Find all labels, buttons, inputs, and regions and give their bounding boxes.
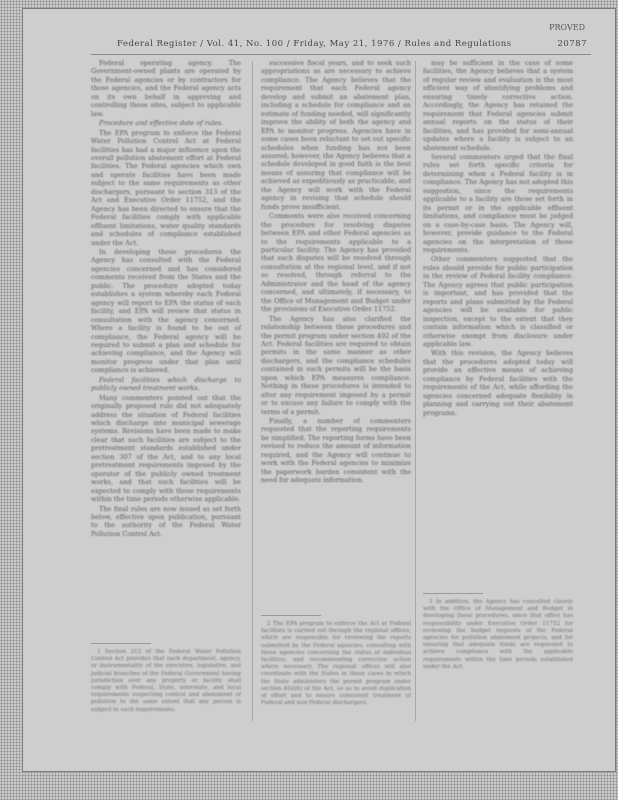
paragraph: Finally, a number of commenters requested that the reporting requirements be simplified. The reporting forms have been revised to reduce the amount of information required, and the Agency will continue to work with the Federal agencies to minimize the paperwork burden consistent with the need for adequate information. [261,417,411,485]
paragraph: successive fiscal years, and to seek such appropriations as are necessary to achieve compliance. The Agency believes that the requirement that each Federal agency develop and submit an abatement plan, including a schedule for compliance and an estimate of funding needed, will significantly improve the ability of both the agency and EPA to monitor progress. Agencies have in some cases been reluctant to set out specific schedules when funding has not been assured; however, the Agency believes that a schedule developed in good faith is the best means of assuring that compliance will be achieved as expeditiously as practicable, and the Agency will work with the Federal agency in revising that schedule should funds prove insufficient. [261,59,411,211]
paragraph: Several commenters urged that the final rules set forth specific criteria for determining when a Federal facility is in compliance. The Agency has not adopted this suggestion, since the requirements applicable to a facility are those set forth in its permit or in the applicable effluent limitations, and compliance must be judged on a case-by-case basis. The Agency will, however, provide guidance to the Federal agencies on the interpretation of those requirements. [423,152,573,254]
footnote-rule [261,615,321,616]
paragraph: The EPA program to enforce the Federal Water Pollution Control Act at Federal facilities has had a major influence upon the overall pollution abatement effort at Federal facilities. The Federal agencies which own and operate facilities have been made subject to the same requirements as other dischargers, pursuant to section 313 of the Act and Executive Order 11752, and the Agency has been directed to ensure that the Federal facilities comply with applicable effluent limitations, water quality standards and schedules of compliance established under the Act. [91,128,241,247]
footnote-block [91,649,241,713]
paragraph: Comments were also received concerning the procedure for resolving disputes between EPA and other Federal agencies as to the requirements applicable to a particular facility. The Agency has provided that such disputes will be resolved through consultation at the regional level, and if not so resolved, through referral to the Administrator and the head of the agency concerned, and ultimately, if necessary, to the Office of Management and Budget under the provisions of Executive Order 11752. [261,212,411,314]
page-number: 20787 [557,39,587,49]
column-rule [252,61,253,721]
text-column-2 [261,59,411,611]
paragraph: Many commenters pointed out that the originally proposed rule did not adequately address the situation of Federal facilities which discharge into municipal sewerage systems. Revisions have been made to make clear that such facilities are subject to the pretreatment standards established under section 307 of the Act, and to any local pretreatment requirements imposed by the operator of the publicly owned treatment works, and that such facilities will be expected to comply with those requirements within the time periods otherwise applicable. [91,393,241,504]
footnote-block [261,621,411,713]
paragraph: The final rules are now issued as set forth below, effective upon publication, pursuant to the authority of the Federal Water Pollution Control Act. [91,504,241,538]
footnote-text: 2 The EPA program to enforce the Act at Federal facilities is carried out through the regional offices, which are responsible for reviewing the reports submitted by the Federal agencies, consulting with those agencies concerning the status of individual facilities, and recommending corrective action where necessary. The regional offices will also coordinate with the States in those cases in which the State administers the permit program under section 402(b) of the Act, so as to avoid duplication of effort and to ensure consistent treatment of Federal and non-Federal dischargers. [261,621,411,707]
header-rule [91,54,591,55]
page-tag: PROVED [549,23,585,32]
footnote-rule [91,643,151,644]
running-head [117,39,587,53]
section-subhead: Federal facilities which discharge to publicly owned treatment works. [91,375,241,393]
text-column-1 [91,59,241,639]
paragraph: may be sufficient in the case of some facilities, the Agency believes that a system of regular review and evaluation is the most efficient way of identifying problems and ensuring timely corrective action. Accordingly, the Agency has retained the requirement that Federal agencies submit annual reports on the status of their facilities, and has provided for semi-annual updates where a facility is subject to an abatement schedule. [423,59,573,152]
paragraph: In developing these procedures the Agency has consulted with the Federal agencies concerned and has considered comments received from the States and the public. The procedure adopted today establishes a system whereby each Federal agency will report to EPA the status of each facility, and EPA will review that status in consultation with the agency concerned. Where a facility is found to be out of compliance, the Federal agency will be required to submit a plan and schedule for achieving compliance, and the Agency will monitor progress under that plan until compliance is achieved. [91,247,241,375]
paragraph: The Agency has also clarified the relationship between these procedures and the permit program under section 402 of the Act. Federal facilities are required to obtain permits in the same manner as other dischargers, and the compliance schedules contained in such permits will be the basis upon which EPA measures compliance. Nothing in these procedures is intended to alter any requirement imposed by a permit or to excuse any failure to comply with the terms of a permit. [261,314,411,416]
paragraph: With this revision, the Agency believes that the procedures adopted today will provide an effective means of achieving compliance by Federal facilities with the requirements of the Act, while affording the agencies concerned adequate flexibility in planning and carrying out their abatement programs. [423,349,573,417]
footnote-text: 1 Section 313 of the Federal Water Pollution Control Act provides that each department, agency, or instrumentality of the executive, legislative, and judicial branches of the Federal Government having jurisdiction over any property or facility shall comply with Federal, State, interstate, and local requirements respecting control and abatement of pollution to the same extent that any person is subject to such requirements. [91,649,241,713]
paragraph: Other commenters suggested that the rules should provide for public participation in the review of Federal facility compliance. The Agency agrees that public participation is important, and has provided that the reports and plans submitted by the Federal agencies will be available for public inspection, except to the extent that they contain information which is classified or otherwise exempt from disclosure under applicable law. [423,255,573,348]
running-head-title: Federal Register / Vol. 41, No. 100 / Friday, May 21, 1976 / Rules and Regulations [117,39,512,49]
column-rule [415,61,416,721]
footnote-block [423,599,573,709]
footnote-rule [423,593,483,594]
footnote-text: 3 In addition, the Agency has consulted closely with the Office of Management and Budget in developing these procedures, since that office has responsibility under Executive Order 11752 for reviewing the budget requests of the Federal agencies for pollution abatement projects, and for ensuring that adequate funds are requested to achieve compliance with the applicable requirements within the time periods established under the Act. [423,599,573,670]
document-page [22,8,616,772]
text-column-3 [423,59,573,587]
section-subhead: Procedure and effective date of rules. [99,119,224,128]
paragraph: Federal operating agency. The Government-owned plants are operated by the Federal agencies or by contractors for those agencies, and the Federal agency acts on its own behalf in approving and controlling those sites, subject to applicable law. [91,59,241,118]
